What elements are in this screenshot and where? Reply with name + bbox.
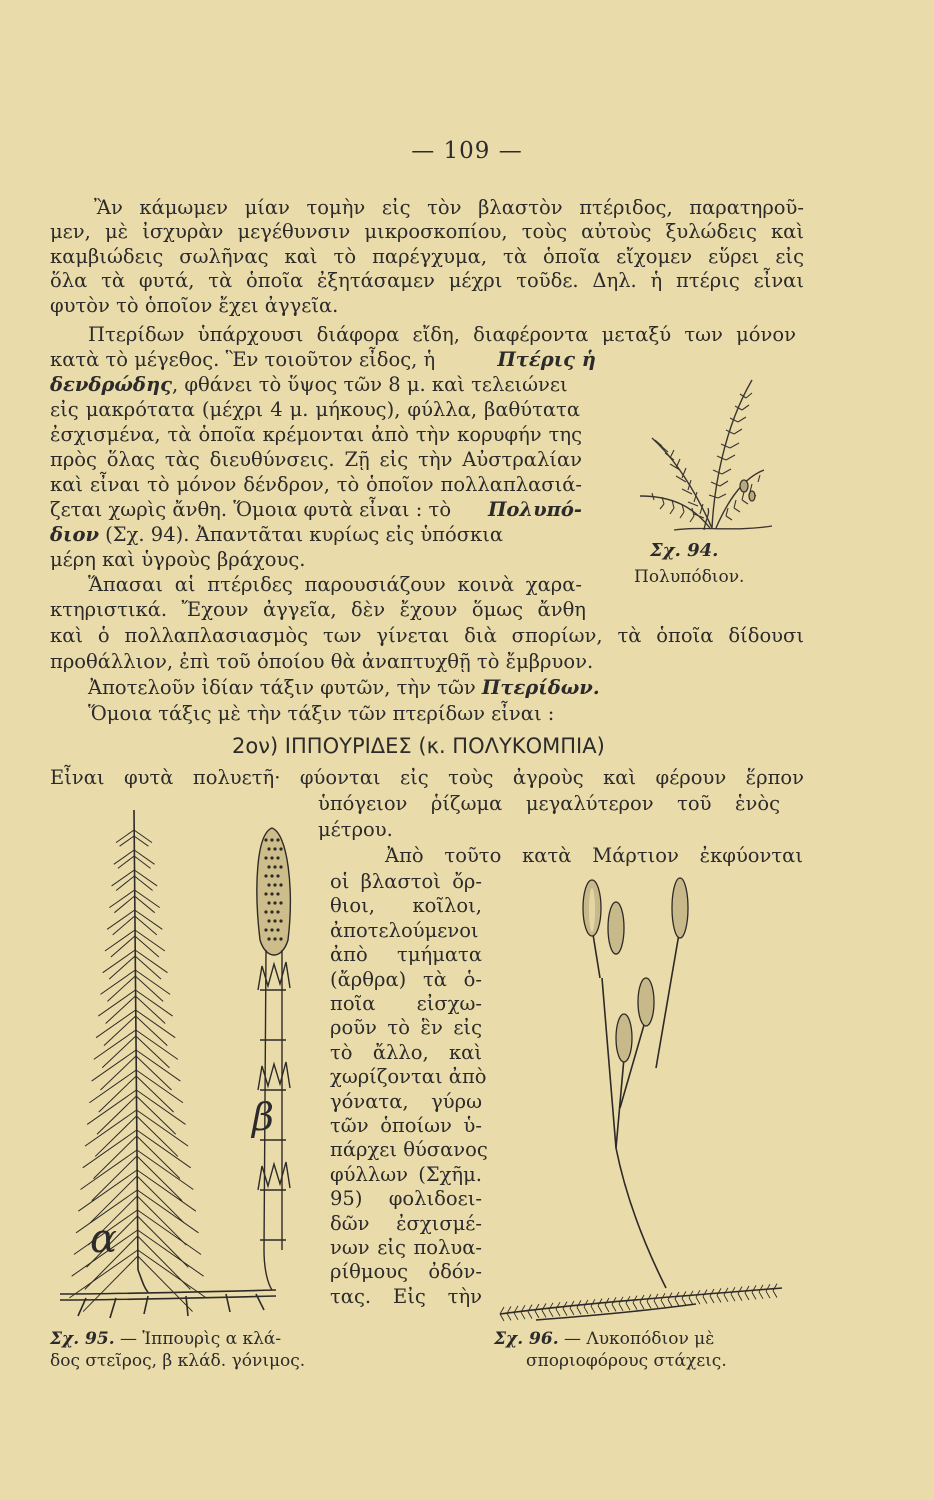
lycopodium-leaf	[619, 1297, 623, 1311]
cone-scale	[273, 847, 276, 850]
class-name-pteridon: Πτερίδων.	[481, 676, 600, 699]
species-name-polypodion-end: διον	[50, 523, 99, 546]
lycopodium-leaf	[682, 1291, 686, 1305]
paragraph-3-line-4: προθάλλιον, ἐπὶ τοῦ ὁποίου θὰ ἀναπτυχθῇ τὸ ἔμβρυον.	[50, 650, 594, 673]
text-run: (Σχ. 94). Ἀπαντᾶται κυρίως εἰς ὑπόσκια	[98, 523, 504, 546]
figure-94-polypodion	[634, 368, 774, 538]
paragraph-7-column-line: νων εἰς πολυα-	[330, 1236, 482, 1259]
lycopodium-leaf	[647, 1294, 651, 1308]
lycopodium-leaf	[633, 1296, 637, 1310]
figure-96-number: Σχ. 96.	[494, 1329, 559, 1349]
lycopodium-leaf	[766, 1284, 770, 1298]
page-number: — 109 —	[411, 138, 523, 164]
lycopodium-leaf	[640, 1295, 644, 1309]
paragraph-5: Ὅμοια τάξις μὲ τὴν τάξιν τῶν πτερίδων εἶναι :	[88, 702, 555, 725]
paragraph-2-line-6: πρὸς ὅλας τὰς διευθύνσεις. Ζῇ εἰς τὴν Αὐστραλίαν	[50, 448, 582, 471]
cone-scale	[273, 865, 276, 868]
cone-scale	[279, 919, 282, 922]
cone-scale	[273, 919, 276, 922]
paragraph-7-column-line: οἱ βλαστοὶ ὄρ-	[330, 870, 482, 893]
figure-94-caption: Πολυπόδιον.	[634, 567, 745, 587]
species-name-dendrodes: δενδρώδης	[50, 373, 172, 396]
cone-scale	[276, 838, 279, 841]
lycopodium-leaf	[654, 1294, 658, 1308]
cone-scale	[276, 874, 279, 877]
paragraph-7-column-line: ἀποτελούμενοι	[330, 918, 479, 942]
figure-95-caption-text: — Ἱππουρὶς α κλά-	[114, 1329, 282, 1349]
paragraph-6-line-3: μέτρου.	[318, 818, 393, 841]
paragraph-7-column-line: γόνατα, γύρω	[330, 1089, 482, 1113]
lycopodium-leaf	[584, 1300, 588, 1314]
paragraph-3-line-3: καὶ ὁ πολλαπλασιασμὸς των γίνεται διὰ σπορίων, τὰ ὁποῖα δίδουσι	[50, 624, 804, 647]
lycopodium-leaf	[549, 1303, 553, 1317]
paragraph-7-column-line: πάρχει θύσανος	[330, 1138, 488, 1162]
paragraph-7-column-line: ἀπὸ τμήματα	[330, 943, 482, 967]
figure-96-caption-text: — Λυκοπόδιον μὲ	[558, 1329, 715, 1349]
lycopodium-leaf	[577, 1300, 581, 1314]
lycopodium-leaf	[521, 1305, 525, 1319]
cone-scale	[279, 883, 282, 886]
lycopodium-leaf	[703, 1290, 707, 1304]
paragraph-7-column-line: δῶν ἐσχισμέ-	[330, 1211, 482, 1235]
paragraph-7-column-line: 95) φολιδοει-	[330, 1187, 482, 1211]
lycopodium-leaf	[563, 1302, 567, 1316]
paragraph-7-column-line: (ἄρθρα) τὰ ὁ-	[330, 967, 482, 991]
cone-scale	[279, 901, 282, 904]
paragraph-2-line-7: καὶ εἶναι τὸ μόνον δένδρον, τὸ ὁποῖον πολλαπλασιά-	[50, 473, 582, 496]
paragraph-7-column-line: ποῖα εἰσχω-	[330, 992, 482, 1015]
cone-scale	[264, 856, 267, 859]
text-run: Ἀποτελοῦν ἰδίαν τάξιν φυτῶν, τὴν τῶν	[88, 676, 482, 699]
paragraph-7-line-1: Ἀπὸ τοῦτο κατὰ Μάρτιον ἐκφύονται	[385, 844, 803, 867]
paragraph-7-column-line: φύλλων (Σχῆμ.	[330, 1162, 482, 1186]
lycopodium-leaf	[661, 1293, 665, 1307]
cone-scale	[264, 874, 267, 877]
lycopodium-leaf	[528, 1305, 532, 1319]
paragraph-6-line-2: ὑπόγειον ῥίζωμα μεγαλύτερον τοῦ ἑνὸς	[318, 792, 780, 815]
paragraph-1-line-5: φυτὸν τὸ ὁποῖον ἔχει ἀγγεῖα.	[50, 294, 339, 317]
paragraph-2-line-5: ἐσχισμένα, τὰ ὁποῖα κρέμονται ἀπὸ τὴν κορυφήν της	[50, 423, 582, 446]
lycopodium-leaf	[535, 1304, 539, 1318]
lycopodium-leaf	[717, 1288, 721, 1302]
cone-scale	[276, 910, 279, 913]
cone-scale	[267, 919, 270, 922]
paragraph-2-line-10: μέρη καὶ ὑγροὺς βράχους.	[50, 548, 306, 571]
paragraph-7-column-line: θιοι, κοῖλοι,	[330, 894, 482, 918]
cone-scale	[270, 910, 273, 913]
lycopodium-leaf	[710, 1289, 714, 1303]
cone-scale	[267, 883, 270, 886]
cone-scale	[279, 847, 282, 850]
figure-95-label-b: β	[252, 1095, 274, 1139]
paragraph-7-column-line: τὸ ἄλλο, καὶ	[330, 1040, 482, 1064]
paragraph-1-line-2: μεν, μὲ ἰσχυρὰν μεγέθυνσιν μικροσκοπίου, τοὺς αὐτοὺς ξυλώδεις καὶ	[50, 220, 804, 243]
cone-scale	[270, 892, 273, 895]
lycopodium-leaf	[759, 1285, 763, 1299]
cone-scale	[267, 865, 270, 868]
paragraph-7-column-line: ροῦν τὸ ἓν εἰς	[330, 1016, 482, 1040]
figure-95-number: Σχ. 95.	[50, 1329, 115, 1349]
text-run: , φθάνει τὸ ὕψος τῶν 8 μ. καὶ τελειώνει	[172, 373, 568, 396]
cone-scale	[267, 847, 270, 850]
cone-scale	[273, 937, 276, 940]
figure-95-caption-line-1	[50, 1328, 281, 1350]
paragraph-2-line-4: εἰς μακρότατα (μέχρι 4 μ. μήκους), φύλλα, βαθύτατα	[50, 398, 580, 421]
lycopodium-leaf	[556, 1302, 560, 1316]
figure-94-number: Σχ. 94.	[650, 540, 719, 561]
lycopodium-leaf	[689, 1291, 693, 1305]
lycopodium-leaf	[570, 1301, 574, 1315]
lycopodium-leaf	[745, 1286, 749, 1300]
paragraph-7-column-line: τῶν ὁποίων ὑ-	[330, 1114, 482, 1137]
text-run: κατὰ τὸ μέγεθος. Ἓν τοιοῦτον εἶδος, ἡ	[50, 348, 436, 371]
paragraph-7-column-line: χωρίζονται ἀπὸ	[330, 1065, 487, 1089]
text-run: ζεται χωρὶς ἄνθη. Ὅμοια φυτὰ εἶναι : τὸ	[50, 498, 452, 521]
cone-scale	[264, 892, 267, 895]
cone-scale	[276, 856, 279, 859]
cone-scale	[270, 928, 273, 931]
cone-scale	[264, 910, 267, 913]
paragraph-4	[88, 676, 600, 700]
figure-96-caption-line-2: σποριοφόρους στάχεις.	[526, 1351, 727, 1371]
cone-scale	[276, 928, 279, 931]
cone-scale	[279, 937, 282, 940]
cone-scale	[270, 838, 273, 841]
lycopodium-leaf	[605, 1298, 609, 1312]
paragraph-6-line-1: Εἶναι φυτὰ πολυετῆ· φύονται εἰς τοὺς ἀγροὺς καὶ φέρουν ἕρπον	[50, 766, 804, 789]
cone-scale	[267, 937, 270, 940]
paragraph-7-column-line: ρίθμους ὀδόν-	[330, 1260, 482, 1284]
paragraph-2-line-2	[50, 348, 596, 372]
lycopodium-leaf	[724, 1288, 728, 1302]
figure-96-caption-line-1	[494, 1328, 714, 1350]
paragraph-3-line-2: κτηριστικά. Ἔχουν ἀγγεῖα, δὲν ἔχουν ὅμως ἄνθη	[50, 598, 586, 621]
figure-96-lycopodium	[496, 868, 786, 1328]
paragraph-2-line-9	[50, 523, 582, 547]
lycopodium-leaf	[598, 1299, 602, 1313]
lycopodium-leaf	[626, 1296, 630, 1310]
section-heading: 2ον) ΙΠΠΟΥΡΙΔΕΣ (κ. ΠΟΛΥΚΟΜΠΙΑ)	[232, 734, 605, 758]
paragraph-1-line-1: Ἂν κάμωμεν μίαν τομὴν εἰς τὸν βλαστὸν πτέριδος, παρατηροῦ-	[94, 196, 804, 219]
cone-scale	[270, 874, 273, 877]
cone-scale	[273, 901, 276, 904]
lycopodium-leaf	[542, 1303, 546, 1317]
lycopodium-illustration	[496, 868, 786, 1328]
cone-scale	[264, 838, 267, 841]
cone-scale	[270, 856, 273, 859]
lycopodium-leaf	[773, 1284, 777, 1298]
paragraph-1-line-4: ὅλα τὰ φυτά, τὰ ὁποῖα ἐξητάσαμεν μέχρι τοῦδε. Δηλ. ἡ πτέρις εἶναι	[50, 269, 804, 292]
lycopodium-leaf	[675, 1292, 679, 1306]
lycopodium-leaf	[731, 1287, 735, 1301]
paragraph-2-line-3	[50, 373, 596, 397]
lycopodium-leaf	[696, 1290, 700, 1304]
species-name-polypodion: Πολυπό-	[487, 498, 582, 521]
cone-scale	[264, 928, 267, 931]
cone-scale	[276, 892, 279, 895]
figure-95-label-a: α	[90, 1216, 118, 1262]
paragraph-1-line-3: καμβιώδεις σωλῆνας καὶ τὸ παρέγχυμα, τὰ ὁποῖα εἴχομεν εὕρει εἰς	[50, 245, 804, 268]
lycopodium-leaf	[738, 1287, 742, 1301]
paragraph-2-line-8	[50, 498, 582, 522]
cone-scale	[267, 901, 270, 904]
lycopodium-leaf	[668, 1293, 672, 1307]
cone-scale	[279, 865, 282, 868]
paragraph-7-column-line: τας. Εἰς τὴν	[330, 1284, 482, 1308]
paragraph-2-line-1: Πτερίδων ὑπάρχουσι διάφορα εἴδη, διαφέροντα μεταξύ των μόνον	[88, 323, 796, 346]
fern-illustration	[634, 368, 774, 538]
lycopodium-leaf	[591, 1299, 595, 1313]
lycopodium-leaf	[612, 1297, 616, 1311]
cone-scale	[273, 883, 276, 886]
species-name-pteris: Πτέρις ἡ	[497, 348, 596, 371]
lycopodium-leaf	[752, 1285, 756, 1299]
figure-95-caption-line-2: δος στεῖρος, β κλάδ. γόνιμος.	[50, 1351, 306, 1371]
paragraph-3-line-1: Ἅπασαι αἱ πτέριδες παρουσιάζουν κοινὰ χαρα-	[88, 573, 582, 596]
